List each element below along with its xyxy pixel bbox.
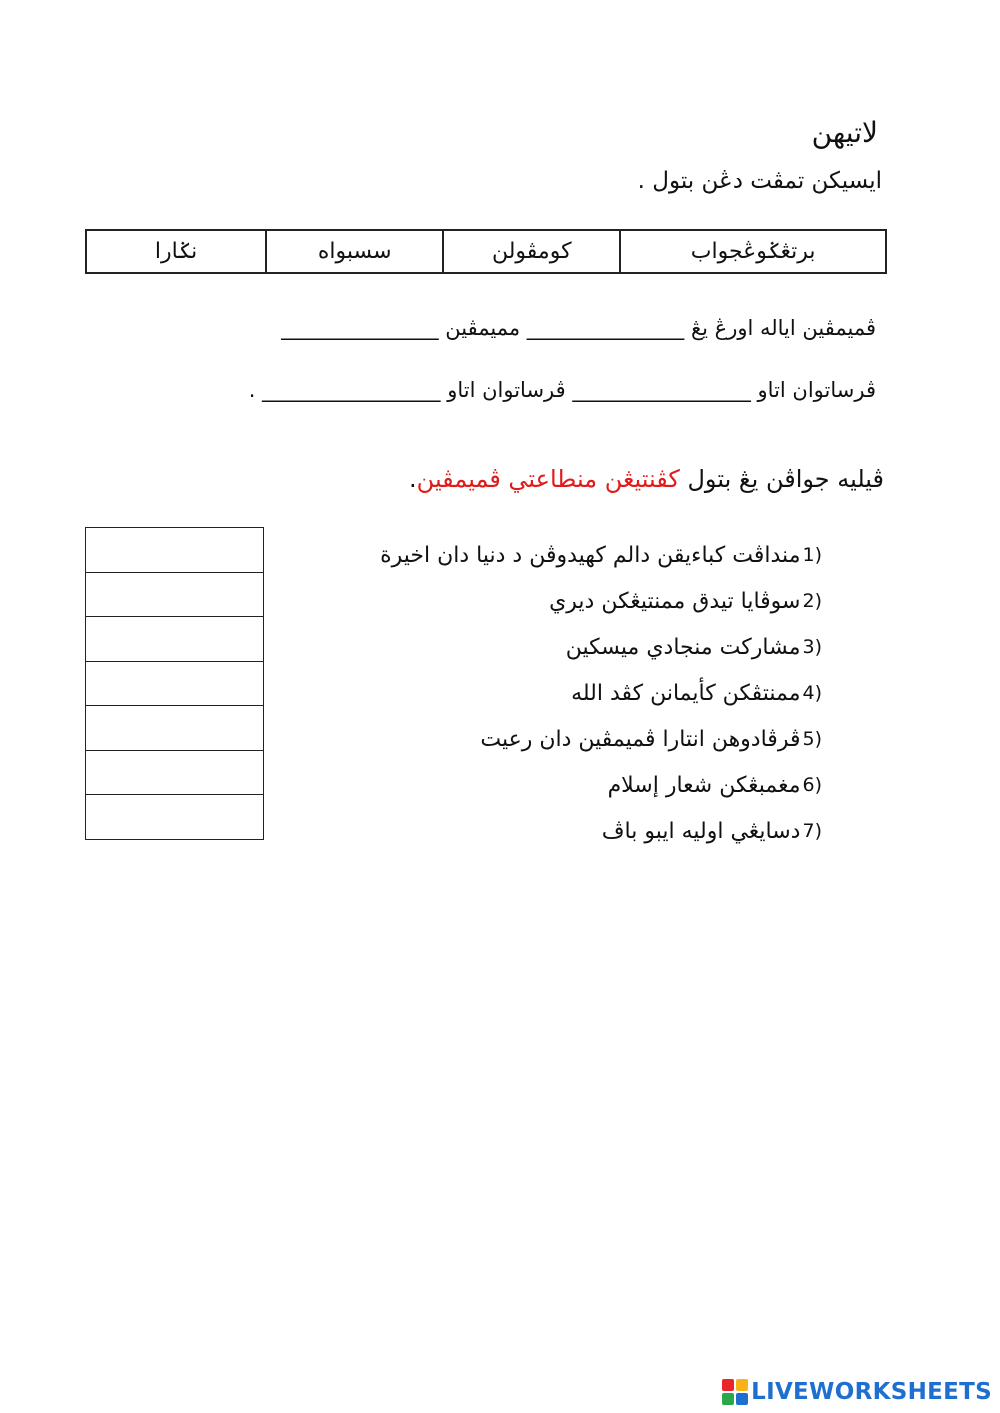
list-item <box>262 716 822 762</box>
fill-sentence-1[interactable]: ڤميمڤين اياله اورڠ يڠ _______________ مميمڤين _______________ <box>281 316 876 340</box>
answer-box-5[interactable] <box>85 705 264 751</box>
instruction-fill-blanks: ايسيکن تمڤت دڠن بتول . <box>637 168 882 194</box>
list-item <box>262 808 822 854</box>
item-text: دسايڠي اوليه ايبو باڤ <box>601 818 801 844</box>
item-text: ممنتڤکن کأيمانن کڤد الله <box>571 680 801 706</box>
list-item <box>262 624 822 670</box>
instruction-highlight: کڤنتيڠن منطاعتي ڤميمڤين <box>416 465 680 493</box>
word-bank-item[interactable]: نݢارا <box>154 239 198 264</box>
instruction-text: ڤيليه جواڤن يڠ بتول <box>679 465 884 493</box>
answer-box-3[interactable] <box>85 616 264 662</box>
answer-box-2[interactable] <box>85 572 264 618</box>
logo-square-red <box>722 1379 734 1391</box>
item-number: 7) <box>802 820 822 842</box>
instruction-period: . <box>409 465 417 493</box>
liveworksheets-logo <box>722 1377 992 1407</box>
list-item <box>262 762 822 808</box>
item-text: ڤرڤادوهن انتارا ڤميمڤين دان رعيت <box>480 726 801 752</box>
item-text: سوڤايا تيدق ممنتيڠکن ديري <box>549 588 801 614</box>
word-bank-item[interactable]: سسبواه <box>265 231 442 272</box>
instruction-select-answers <box>409 465 884 493</box>
item-number: 4) <box>802 682 822 704</box>
logo-square-green <box>722 1393 734 1405</box>
list-item <box>262 578 822 624</box>
list-item <box>262 532 822 578</box>
answer-boxes <box>85 527 264 840</box>
answer-box-6[interactable] <box>85 750 264 796</box>
answer-box-7[interactable] <box>85 794 264 840</box>
logo-text: LIVEWORKSHEETS <box>751 1379 992 1405</box>
answer-list <box>262 532 822 854</box>
word-bank <box>85 229 887 274</box>
logo-square-yellow <box>736 1379 748 1391</box>
answer-box-4[interactable] <box>85 661 264 707</box>
item-text: منداڤت کباءيقن دالم کهيدوڤن د دنيا دان اخيرة <box>380 542 801 568</box>
item-text: مشارکت منجادي ميسکين <box>565 634 801 660</box>
answer-box-1[interactable] <box>85 527 264 573</box>
list-item <box>262 670 822 716</box>
item-number: 3) <box>802 636 822 658</box>
fill-sentence-2[interactable]: ڤرساتوان اتاو _________________ ڤرساتوان اتاو _________________ . <box>248 378 876 402</box>
logo-square-blue <box>736 1393 748 1405</box>
item-number: 5) <box>802 728 822 750</box>
word-bank-item[interactable]: کومڤولن <box>442 231 619 272</box>
item-number: 2) <box>802 590 822 612</box>
logo-icon <box>722 1379 748 1405</box>
item-number: 6) <box>802 774 822 796</box>
word-bank-item[interactable]: برتڠݢوڠجواب <box>619 231 885 272</box>
item-text: مغمبڠکن شعار إسلام <box>607 772 801 798</box>
item-number: 1) <box>802 544 822 566</box>
worksheet-title: لاتيهن <box>811 116 878 149</box>
